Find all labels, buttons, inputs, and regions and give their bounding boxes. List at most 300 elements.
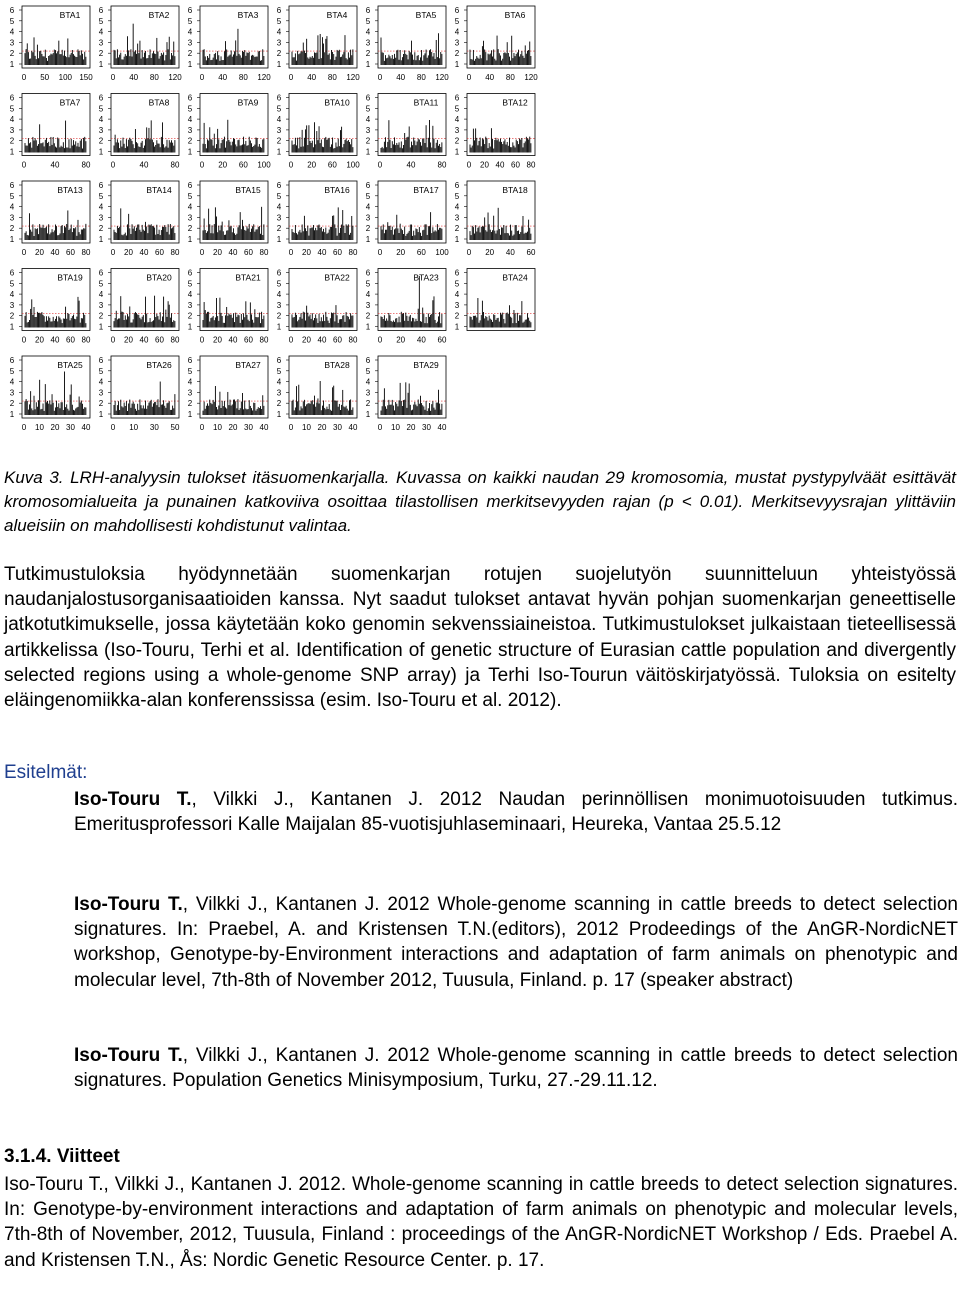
y-tick-label: 3 xyxy=(276,388,282,398)
y-tick-label: 1 xyxy=(454,235,460,244)
x-tick-label: 0 xyxy=(199,248,205,257)
chromosome-panel xyxy=(277,269,358,345)
chromosome-panel xyxy=(188,181,269,257)
y-tick-label: 1 xyxy=(454,147,460,157)
y-tick-label: 1 xyxy=(454,60,460,69)
x-tick-label: 60 xyxy=(327,160,337,170)
x-tick-label: 0 xyxy=(288,423,294,432)
x-tick-label: 0 xyxy=(199,73,205,82)
chromosome-panel xyxy=(99,356,180,432)
x-tick-label: 20 xyxy=(317,423,327,432)
x-tick-label: 120 xyxy=(346,73,360,82)
x-tick-label: 80 xyxy=(170,160,180,170)
x-tick-label: 40 xyxy=(348,423,358,432)
y-tick-label: 2 xyxy=(276,136,282,146)
panel-label: BTA23 xyxy=(413,272,439,283)
y-tick-label: 4 xyxy=(9,27,15,37)
x-tick-label: 40 xyxy=(139,160,149,170)
x-tick-label: 100 xyxy=(257,160,271,170)
x-tick-label: 10 xyxy=(302,423,311,432)
panel-label: BTA6 xyxy=(504,10,526,20)
x-tick-label: 20 xyxy=(302,248,311,257)
y-tick-label: 1 xyxy=(276,60,282,69)
chromosome-panel xyxy=(10,181,91,257)
chromosome-panel xyxy=(99,181,180,257)
y-tick-label: 4 xyxy=(9,377,15,387)
y-tick-label: 5 xyxy=(187,279,193,289)
x-tick-label: 40 xyxy=(50,160,60,170)
y-tick-label: 1 xyxy=(365,60,371,69)
x-tick-label: 20 xyxy=(485,248,495,257)
y-tick-label: 4 xyxy=(98,290,104,300)
y-tick-label: 3 xyxy=(365,38,371,48)
y-tick-label: 2 xyxy=(276,49,282,59)
y-tick-label: 4 xyxy=(276,115,282,125)
y-tick-label: 1 xyxy=(276,147,282,157)
x-tick-label: 40 xyxy=(495,160,505,170)
panel-label: BTA3 xyxy=(237,10,259,20)
x-tick-label: 30 xyxy=(66,423,75,432)
y-tick-label: 2 xyxy=(9,311,15,321)
y-tick-label: 6 xyxy=(98,181,104,190)
y-tick-label: 4 xyxy=(187,290,193,300)
y-tick-label: 6 xyxy=(276,356,282,365)
panel-label: BTA5 xyxy=(415,10,437,20)
x-tick-label: 60 xyxy=(511,160,520,170)
y-tick-label: 4 xyxy=(98,377,104,387)
y-tick-label: 2 xyxy=(9,49,15,59)
y-tick-label: 1 xyxy=(98,410,104,419)
y-tick-label: 5 xyxy=(9,279,15,289)
y-tick-label: 6 xyxy=(9,6,15,15)
x-tick-label: 50 xyxy=(170,423,180,432)
viitteet-heading: 3.1.4. Viitteet xyxy=(4,1146,120,1167)
y-tick-label: 6 xyxy=(454,93,460,103)
y-tick-label: 2 xyxy=(276,399,282,409)
x-tick-label: 40 xyxy=(228,248,238,257)
y-tick-label: 6 xyxy=(9,356,15,365)
y-tick-label: 5 xyxy=(98,191,104,201)
y-tick-label: 5 xyxy=(187,104,193,114)
panel-label: BTA12 xyxy=(502,97,528,108)
y-tick-label: 5 xyxy=(454,279,460,289)
y-tick-label: 1 xyxy=(365,410,371,419)
caption-label: Kuva 3. xyxy=(4,468,64,487)
y-tick-label: 5 xyxy=(187,16,193,26)
y-tick-label: 3 xyxy=(276,300,282,310)
x-tick-label: 150 xyxy=(79,73,93,82)
y-tick-label: 3 xyxy=(187,125,193,135)
y-tick-label: 5 xyxy=(9,366,15,376)
x-tick-label: 40 xyxy=(129,73,139,82)
y-tick-label: 4 xyxy=(9,115,15,125)
x-tick-label: 20 xyxy=(124,248,133,257)
x-tick-label: 80 xyxy=(259,248,269,257)
y-tick-label: 2 xyxy=(98,49,104,59)
chromosome-panel xyxy=(188,269,269,345)
chromosome-panel xyxy=(277,94,360,170)
y-tick-label: 5 xyxy=(365,366,371,376)
y-tick-label: 6 xyxy=(365,268,371,278)
x-tick-label: 20 xyxy=(35,248,44,257)
x-tick-label: 0 xyxy=(377,335,383,345)
x-tick-label: 80 xyxy=(170,335,180,345)
x-tick-label: 60 xyxy=(66,335,75,345)
chromosome-panel xyxy=(277,356,358,432)
y-tick-label: 3 xyxy=(365,125,371,135)
chromosome-panel xyxy=(455,6,538,82)
x-tick-label: 60 xyxy=(238,160,248,170)
chromosome-panel xyxy=(99,94,180,170)
y-tick-label: 4 xyxy=(365,377,371,387)
y-tick-label: 1 xyxy=(187,322,193,332)
x-tick-label: 0 xyxy=(110,335,116,345)
panel-label: BTA19 xyxy=(57,272,83,283)
x-tick-label: 20 xyxy=(124,335,133,345)
y-tick-label: 1 xyxy=(454,322,460,332)
x-tick-label: 40 xyxy=(416,335,426,345)
y-tick-label: 5 xyxy=(276,366,282,376)
x-tick-label: 0 xyxy=(21,160,27,170)
panel-label: BTA11 xyxy=(413,97,439,108)
y-tick-label: 3 xyxy=(187,213,193,223)
chromosome-panel xyxy=(277,181,358,257)
x-tick-label: 20 xyxy=(406,423,416,432)
chromosome-panel xyxy=(366,269,447,345)
y-tick-label: 4 xyxy=(454,290,460,300)
y-tick-label: 3 xyxy=(276,125,282,135)
x-tick-label: 0 xyxy=(377,160,383,170)
panel-label: BTA27 xyxy=(235,360,261,370)
x-tick-label: 80 xyxy=(81,160,91,170)
chromosome-panel xyxy=(455,269,535,332)
y-tick-label: 1 xyxy=(365,147,371,157)
panel-label: BTA13 xyxy=(57,185,83,195)
x-tick-label: 40 xyxy=(396,73,406,82)
reference-text: , Vilkki J., Kantanen J. 2012 Naudan perinnöllisen monimuotoisuuden tutkimus. Emeritusprofessori Kalle Maijalan 85-vuotisjuhlaseminaari, Heureka, Vantaa 25.5.12 xyxy=(74,789,958,836)
y-tick-label: 3 xyxy=(98,300,104,310)
panel-label: BTA22 xyxy=(324,272,350,283)
x-tick-label: 40 xyxy=(307,73,317,82)
chromosome-panel xyxy=(366,181,449,257)
x-tick-label: 80 xyxy=(416,73,426,82)
x-tick-label: 60 xyxy=(66,248,75,257)
y-tick-label: 4 xyxy=(365,27,371,37)
y-tick-label: 6 xyxy=(187,6,193,15)
panel-label: BTA29 xyxy=(413,360,439,370)
x-tick-label: 30 xyxy=(333,423,342,432)
y-tick-label: 6 xyxy=(98,268,104,278)
y-tick-label: 3 xyxy=(454,125,460,135)
x-tick-label: 60 xyxy=(155,335,164,345)
x-tick-label: 40 xyxy=(317,248,327,257)
y-tick-label: 1 xyxy=(276,322,282,332)
y-tick-label: 6 xyxy=(98,93,104,103)
presentations-heading: Esitelmät: xyxy=(4,762,88,783)
x-tick-label: 20 xyxy=(213,248,222,257)
y-tick-label: 6 xyxy=(98,6,104,15)
y-tick-label: 3 xyxy=(9,300,15,310)
chromosome-panel xyxy=(366,6,449,82)
x-tick-label: 40 xyxy=(259,423,269,432)
x-tick-label: 40 xyxy=(50,248,60,257)
y-tick-label: 4 xyxy=(98,202,104,212)
x-tick-label: 50 xyxy=(40,73,50,82)
chromosome-panel xyxy=(455,181,536,257)
x-tick-label: 0 xyxy=(21,335,27,345)
y-tick-label: 2 xyxy=(187,49,193,59)
y-tick-label: 6 xyxy=(276,93,282,103)
panel-label: BTA1 xyxy=(59,10,81,20)
x-tick-label: 40 xyxy=(228,335,238,345)
x-tick-label: 40 xyxy=(437,423,447,432)
y-tick-label: 4 xyxy=(454,202,460,212)
x-tick-label: 120 xyxy=(435,73,449,82)
x-tick-label: 40 xyxy=(218,73,228,82)
panel-label: BTA18 xyxy=(502,185,528,195)
y-tick-label: 1 xyxy=(187,410,193,419)
x-tick-label: 20 xyxy=(35,335,44,345)
reference-text: , Vilkki J., Kantanen J. 2012 Whole-genome scanning in cattle breeds to detect selection signatures. Population Genetics Minisymposium, Turku, 27.-29.11.12. xyxy=(74,1045,958,1092)
x-tick-label: 0 xyxy=(110,73,116,82)
y-tick-label: 3 xyxy=(98,388,104,398)
panel-label: BTA24 xyxy=(502,272,528,283)
panel-label: BTA25 xyxy=(57,360,83,370)
x-tick-label: 80 xyxy=(327,73,337,82)
y-tick-label: 4 xyxy=(187,377,193,387)
panel-label: BTA14 xyxy=(146,185,172,195)
panel-label: BTA26 xyxy=(146,360,172,370)
y-tick-label: 6 xyxy=(454,6,460,15)
y-tick-label: 4 xyxy=(454,115,460,125)
x-tick-label: 40 xyxy=(81,423,91,432)
y-tick-label: 6 xyxy=(365,6,371,15)
x-tick-label: 40 xyxy=(406,160,416,170)
y-tick-label: 5 xyxy=(9,104,15,114)
y-tick-label: 1 xyxy=(9,410,15,419)
y-tick-label: 2 xyxy=(365,311,371,321)
chromosome-panel xyxy=(10,356,91,432)
x-tick-label: 0 xyxy=(21,73,27,82)
y-tick-label: 2 xyxy=(454,49,460,59)
chromosome-panel xyxy=(99,269,180,345)
x-tick-label: 80 xyxy=(170,248,180,257)
y-tick-label: 4 xyxy=(98,27,104,37)
panel-label: BTA21 xyxy=(235,272,261,283)
x-tick-label: 60 xyxy=(437,335,447,345)
y-tick-label: 2 xyxy=(365,399,371,409)
y-tick-label: 4 xyxy=(365,290,371,300)
y-tick-label: 3 xyxy=(454,38,460,48)
x-tick-label: 60 xyxy=(244,335,253,345)
y-tick-label: 6 xyxy=(276,268,282,278)
y-tick-label: 6 xyxy=(365,93,371,103)
panel-label: BTA17 xyxy=(413,185,439,195)
panel-label: BTA15 xyxy=(235,185,261,195)
y-tick-label: 5 xyxy=(454,191,460,201)
x-tick-label: 0 xyxy=(288,73,294,82)
chromosome-panel xyxy=(10,6,93,82)
y-tick-label: 1 xyxy=(98,235,104,244)
y-tick-label: 6 xyxy=(9,181,15,190)
y-tick-label: 5 xyxy=(276,279,282,289)
panel-label: BTA16 xyxy=(324,185,350,195)
y-tick-label: 3 xyxy=(276,38,282,48)
x-tick-label: 60 xyxy=(526,248,536,257)
y-tick-label: 2 xyxy=(365,224,371,234)
chromosome-panel xyxy=(366,356,447,432)
y-tick-label: 6 xyxy=(98,356,104,365)
x-tick-label: 0 xyxy=(110,248,116,257)
y-tick-label: 1 xyxy=(276,410,282,419)
y-tick-label: 4 xyxy=(9,202,15,212)
x-tick-label: 10 xyxy=(35,423,44,432)
y-tick-label: 3 xyxy=(98,38,104,48)
y-tick-label: 3 xyxy=(187,38,193,48)
x-tick-label: 80 xyxy=(348,248,358,257)
y-tick-label: 3 xyxy=(98,213,104,223)
x-tick-label: 40 xyxy=(139,248,149,257)
y-tick-label: 6 xyxy=(187,268,193,278)
panel-label: BTA10 xyxy=(324,97,350,108)
x-tick-label: 80 xyxy=(505,73,515,82)
y-tick-label: 4 xyxy=(276,27,282,37)
x-tick-label: 100 xyxy=(346,160,360,170)
y-tick-label: 3 xyxy=(98,125,104,135)
y-tick-label: 2 xyxy=(365,49,371,59)
y-tick-label: 1 xyxy=(9,235,15,244)
y-tick-label: 3 xyxy=(365,300,371,310)
y-tick-label: 5 xyxy=(454,104,460,114)
y-tick-label: 2 xyxy=(454,311,460,321)
panel-label: BTA20 xyxy=(146,272,172,283)
panel-label: BTA8 xyxy=(148,97,170,108)
x-tick-label: 30 xyxy=(149,423,159,432)
y-tick-label: 5 xyxy=(98,104,104,114)
y-tick-label: 3 xyxy=(365,388,371,398)
x-tick-label: 0 xyxy=(377,73,383,82)
x-tick-label: 120 xyxy=(257,73,271,82)
y-tick-label: 5 xyxy=(365,191,371,201)
y-tick-label: 3 xyxy=(454,300,460,310)
x-tick-label: 80 xyxy=(437,160,447,170)
chromosome-panel xyxy=(99,6,182,82)
y-tick-label: 5 xyxy=(276,104,282,114)
reference-item xyxy=(74,892,958,993)
y-tick-label: 4 xyxy=(187,27,193,37)
lrh-chromosome-figure xyxy=(0,0,540,450)
y-tick-label: 4 xyxy=(187,115,193,125)
reference-author: Iso-Touru T. xyxy=(74,894,183,915)
reference-author: Iso-Touru T. xyxy=(74,1045,183,1066)
reference-author: Iso-Touru T. xyxy=(74,789,192,810)
x-tick-label: 0 xyxy=(21,423,27,432)
y-tick-label: 2 xyxy=(9,224,15,234)
y-tick-label: 2 xyxy=(9,399,15,409)
x-tick-label: 120 xyxy=(524,73,538,82)
y-tick-label: 2 xyxy=(187,224,193,234)
y-tick-label: 1 xyxy=(98,147,104,157)
x-tick-label: 20 xyxy=(396,335,406,345)
x-tick-label: 20 xyxy=(307,160,317,170)
y-tick-label: 3 xyxy=(9,38,15,48)
x-tick-label: 60 xyxy=(155,248,164,257)
y-tick-label: 4 xyxy=(365,115,371,125)
y-tick-label: 1 xyxy=(187,147,193,157)
y-tick-label: 5 xyxy=(9,16,15,26)
x-tick-label: 20 xyxy=(50,423,60,432)
x-tick-label: 60 xyxy=(333,248,342,257)
chromosome-panel xyxy=(188,94,271,170)
figure-caption xyxy=(4,466,956,538)
reference-text: , Vilkki J., Kantanen J. 2012 Whole-genome scanning in cattle breeds to detect selection signatures. In: Praebel, A. and Kristensen T.N.(editors), 2012 Prodeedings of the AnGR-NordicNET workshop, Genotype-by-Environment interactions and adaptation of farm animals on phenotypic and molecular level, 7th-8th of November 2012, Tuusula, Finland. p. 17 (speaker abstract) xyxy=(74,894,958,991)
results-paragraph: Tutkimustuloksia hyödynnetään suomenkarjan rotujen suojelutyön suunnitteluun yhteistyössä naudanjalostusorganisaatioiden kanssa. Nyt saadut tulokset antavat hyvän pohjan suomenkarjan geneettiselle jatkotutkimukselle, jossa käytetään koko genomin sekvenssiaineistoa. Tutkimustulokset julkaistaan tieteellisessä artikkelissa (Iso-Touru, Terhi et al. Identification of genetic structure of Eurasian cattle population and divergently selected regions using a whole-genome SNP array) ja Terhi Iso-Tourun väitöskirjatyössä. Tuloksia on esitelty eläingenomiikka-alan konferenssissa (esim. Iso-Touru et al. 2012). xyxy=(4,564,956,712)
y-tick-label: 5 xyxy=(365,104,371,114)
y-tick-label: 1 xyxy=(9,147,15,157)
x-tick-label: 0 xyxy=(199,335,205,345)
chromosome-panel xyxy=(10,94,91,170)
y-tick-label: 2 xyxy=(276,224,282,234)
x-tick-label: 20 xyxy=(302,335,311,345)
chromosome-panel xyxy=(10,269,91,345)
y-tick-label: 6 xyxy=(9,93,15,103)
x-tick-label: 100 xyxy=(58,73,73,82)
y-tick-label: 5 xyxy=(9,191,15,201)
x-tick-label: 0 xyxy=(288,160,294,170)
x-tick-label: 0 xyxy=(466,73,472,82)
y-tick-label: 2 xyxy=(187,311,193,321)
x-tick-label: 30 xyxy=(244,423,253,432)
y-tick-label: 6 xyxy=(187,181,193,190)
x-tick-label: 20 xyxy=(228,423,238,432)
chromosome-panel xyxy=(277,6,360,82)
y-tick-label: 1 xyxy=(9,60,15,69)
x-tick-label: 40 xyxy=(485,73,495,82)
x-tick-label: 10 xyxy=(391,423,400,432)
panel-label: BTA4 xyxy=(326,10,348,20)
caption-text: LRH-analyysin tulokset itäsuomenkarjalla. Kuvassa on kaikki naudan 29 kromosomia, mustat pystypylväät esittävät kromosomialueita ja punainen katkoviiva osoittaa tilastollisen merkitsevyyden rajan (p < 0.01). Merkitsevyysrajan ylittäviin alueisiin on mahdollisesti kohdistunut valintaa. xyxy=(4,468,957,535)
y-tick-label: 6 xyxy=(187,93,193,103)
y-tick-label: 4 xyxy=(98,115,104,125)
x-tick-label: 80 xyxy=(149,73,159,82)
chromosome-panel xyxy=(188,6,271,82)
y-tick-label: 3 xyxy=(187,300,193,310)
x-tick-label: 120 xyxy=(168,73,182,82)
y-tick-label: 1 xyxy=(98,60,104,69)
x-tick-label: 0 xyxy=(199,160,205,170)
y-tick-label: 5 xyxy=(98,366,104,376)
x-tick-label: 100 xyxy=(435,248,449,257)
y-tick-label: 3 xyxy=(9,213,15,223)
y-tick-label: 5 xyxy=(187,366,193,376)
y-tick-label: 2 xyxy=(9,136,15,146)
y-tick-label: 3 xyxy=(187,388,193,398)
x-tick-label: 80 xyxy=(81,335,91,345)
x-tick-label: 10 xyxy=(129,423,139,432)
x-tick-label: 0 xyxy=(466,160,472,170)
y-tick-label: 1 xyxy=(9,322,15,332)
x-tick-label: 0 xyxy=(377,423,383,432)
y-tick-label: 4 xyxy=(276,202,282,212)
y-tick-label: 2 xyxy=(187,399,193,409)
y-tick-label: 6 xyxy=(187,356,193,365)
y-tick-label: 5 xyxy=(276,16,282,26)
chromosome-panel xyxy=(455,94,536,170)
x-tick-label: 80 xyxy=(81,248,91,257)
y-tick-label: 6 xyxy=(276,6,282,15)
y-tick-label: 5 xyxy=(276,191,282,201)
x-tick-label: 0 xyxy=(110,423,116,432)
